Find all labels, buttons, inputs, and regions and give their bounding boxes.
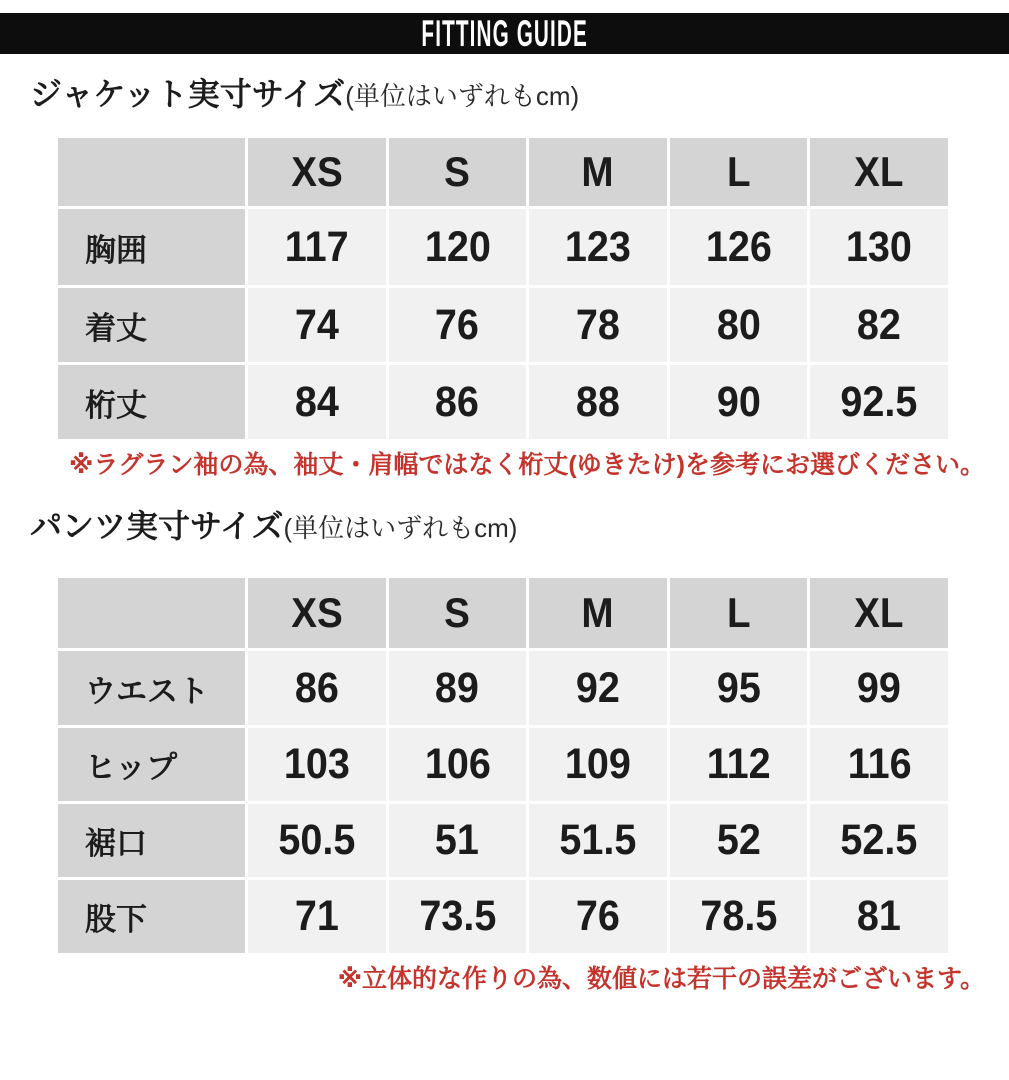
jacket-length-m: 78: [529, 288, 667, 362]
pants-row-label-hem: 裾口: [58, 804, 245, 877]
pants-size-table: [58, 578, 948, 953]
pants-inseam-m: 76: [529, 880, 667, 953]
pants-heading-unit: (単位はいずれもcm): [283, 513, 518, 543]
pants-waist-xs: 86: [248, 651, 386, 725]
pants-waist-s: 89: [389, 651, 527, 725]
pants-hip-m: 109: [529, 728, 667, 801]
pants-hem-xs: 50.5: [248, 804, 386, 877]
jacket-length-xs: 74: [248, 288, 386, 362]
pants-table-corner-cell: [58, 578, 245, 648]
pants-col-header-xl: XL: [810, 578, 948, 648]
jacket-length-s: 76: [389, 288, 527, 362]
pants-col-header-xs: XS: [248, 578, 386, 648]
jacket-table-corner-cell: [58, 138, 245, 206]
pants-heading-title: パンツ実寸サイズ: [30, 508, 284, 544]
jacket-chest-m: 123: [529, 209, 667, 285]
jacket-col-header-l: L: [670, 138, 808, 206]
pants-inseam-xs: 71: [248, 880, 386, 953]
pants-hem-xl: 52.5: [810, 804, 948, 877]
pants-waist-xl: 99: [810, 651, 948, 725]
pants-hip-l: 112: [670, 728, 808, 801]
pants-row-label-inseam: 股下: [58, 880, 245, 953]
jacket-col-header-s: S: [389, 138, 527, 206]
jacket-length-l: 80: [670, 288, 808, 362]
pants-col-header-m: M: [529, 578, 667, 648]
pants-col-header-l: L: [670, 578, 808, 648]
jacket-sleeve-l: 90: [670, 365, 808, 439]
jacket-footnote: ※ラグラン袖の為、袖丈・肩幅ではなく桁丈(ゆきたけ)を参考にお選びください。: [69, 451, 985, 479]
pants-inseam-l: 78.5: [670, 880, 808, 953]
pants-hem-m: 51.5: [529, 804, 667, 877]
jacket-sleeve-xs: 84: [248, 365, 386, 439]
jacket-chest-xs: 117: [248, 209, 386, 285]
jacket-col-header-xl: XL: [810, 138, 948, 206]
pants-col-header-s: S: [389, 578, 527, 648]
jacket-sleeve-s: 86: [389, 365, 527, 439]
pants-footnote: ※立体的な作りの為、数値には若干の誤差がございます。: [337, 965, 985, 993]
pants-inseam-s: 73.5: [389, 880, 527, 953]
jacket-chest-l: 126: [670, 209, 808, 285]
jacket-section-heading: [30, 74, 579, 121]
pants-waist-l: 95: [670, 651, 808, 725]
pants-section-heading: [30, 506, 517, 553]
jacket-sleeve-m: 88: [529, 365, 667, 439]
jacket-heading-title: ジャケット実寸サイズ: [30, 76, 346, 112]
pants-inseam-xl: 81: [810, 880, 948, 953]
jacket-heading-unit: (単位はいずれもcm): [345, 81, 580, 111]
jacket-row-label-chest: 胸囲: [58, 209, 245, 285]
pants-hip-xl: 116: [810, 728, 948, 801]
pants-row-label-hip: ヒップ: [58, 728, 245, 801]
pants-hem-s: 51: [389, 804, 527, 877]
fitting-guide-banner: [0, 13, 1009, 54]
jacket-chest-xl: 130: [810, 209, 948, 285]
jacket-col-header-m: M: [529, 138, 667, 206]
jacket-size-table: [58, 138, 948, 439]
jacket-row-label-sleeve: 桁丈: [58, 365, 245, 439]
jacket-row-label-length: 着丈: [58, 288, 245, 362]
banner-title: FITTING GUIDE: [421, 13, 588, 54]
pants-row-label-waist: ウエスト: [58, 651, 245, 725]
pants-hip-xs: 103: [248, 728, 386, 801]
jacket-length-xl: 82: [810, 288, 948, 362]
jacket-col-header-xs: XS: [248, 138, 386, 206]
jacket-chest-s: 120: [389, 209, 527, 285]
pants-hem-l: 52: [670, 804, 808, 877]
pants-waist-m: 92: [529, 651, 667, 725]
jacket-sleeve-xl: 92.5: [810, 365, 948, 439]
pants-hip-s: 106: [389, 728, 527, 801]
